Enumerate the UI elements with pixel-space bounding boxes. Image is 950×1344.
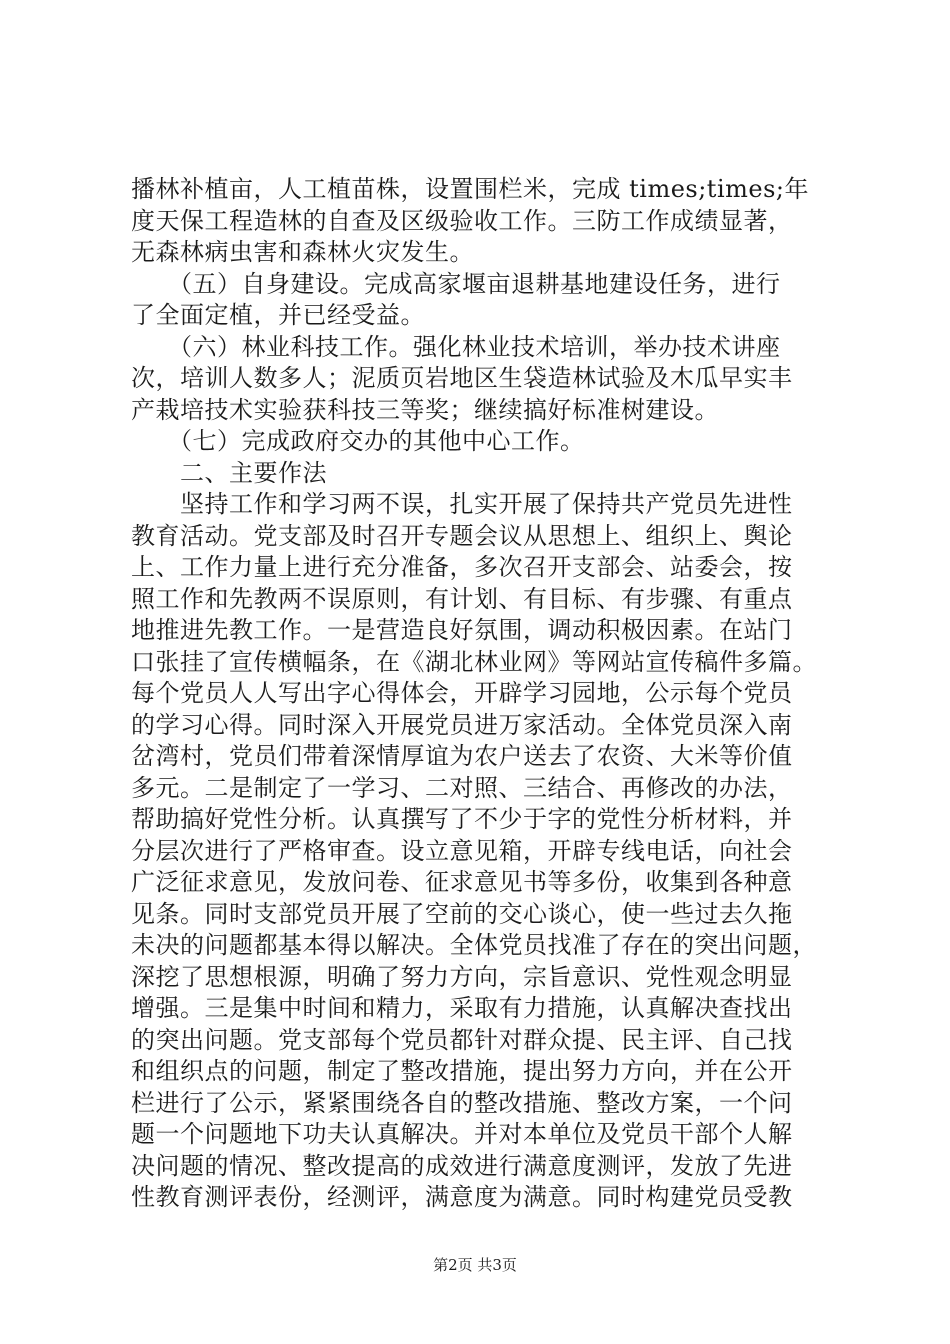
text-line: （七）完成政府交办的其他中心工作。 bbox=[131, 427, 585, 455]
text-line: 帮助搞好党性分析。认真撰写了不少于字的党性分析材料，并 bbox=[131, 805, 793, 833]
text-line: 题一个问题地下功夫认真解决。并对本单位及党员干部个人解 bbox=[131, 1120, 793, 1148]
text-line: 广泛征求意见，发放问卷、征求意见书等多份，收集到各种意 bbox=[131, 868, 793, 896]
text-line: 增强。三是集中时间和精力，采取有力措施，认真解决查找出 bbox=[131, 994, 793, 1022]
text-line: 的学习心得。同时深入开展党员进万家活动。全体党员深入南 bbox=[131, 710, 793, 739]
text-line: 岔湾村，党员们带着深情厚谊为农户送去了农资、大米等价值 bbox=[131, 742, 793, 770]
text-line: 决问题的情况、整改提高的成效进行满意度测评，发放了先进 bbox=[131, 1151, 793, 1180]
text-line: 坚持工作和学习两不误，扎实开展了保持共产党员先进性 bbox=[131, 490, 793, 518]
text-line: 地推进先教工作。一是营造良好氛围，调动积极因素。在站门 bbox=[131, 616, 793, 644]
text-line: 度天保工程造林的自查及区级验收工作。三防工作成绩显著， bbox=[131, 206, 793, 235]
text-line: 照工作和先教两不误原则，有计划、有目标、有步骤、有重点 bbox=[131, 584, 793, 613]
text-line: 次，培训人数多人；泥质页岩地区生袋造林试验及木瓜早实丰 bbox=[131, 364, 793, 392]
page-footer bbox=[0, 1255, 950, 1275]
body-text bbox=[131, 174, 861, 1214]
page-number: 第2页 共3页 bbox=[433, 1256, 517, 1274]
text-line: （五）自身建设。完成高家堰亩退耕基地建设任务，进行 bbox=[131, 269, 781, 298]
text-line: （六）林业科技工作。强化林业技术培训，举办技术讲座 bbox=[131, 332, 781, 361]
text-line: 二、主要作法 bbox=[131, 458, 327, 487]
text-line: 的突出问题。党支部每个党员都针对群众提、民主评、自己找 bbox=[131, 1025, 793, 1054]
text-line: 了全面定植，并已经受益。 bbox=[131, 301, 425, 329]
text-line: 多元。二是制定了一学习、二对照、三结合、再修改的办法， bbox=[131, 773, 793, 802]
text-line: 见条。同时支部党员开展了空前的交心谈心，使一些过去久拖 bbox=[131, 899, 793, 928]
text-line: 和组织点的问题，制定了整改措施，提出努力方向，并在公开 bbox=[131, 1057, 793, 1085]
text-line: 深挖了思想根源，明确了努力方向，宗旨意识、党性观念明显 bbox=[131, 962, 793, 991]
text-line: 播林补植亩，人工植苗株，设置围栏米，完成 times;times;年 bbox=[131, 175, 809, 203]
text-line: 每个党员人人写出字心得体会，开辟学习园地，公示每个党员 bbox=[131, 679, 793, 707]
text-line: 无森林病虫害和森林火灾发生。 bbox=[131, 238, 474, 266]
text-line: 口张挂了宣传横幅条，在《湖北林业网》等网站宣传稿件多篇。 bbox=[131, 647, 817, 676]
text-line: 未决的问题都基本得以解决。全体党员找准了存在的突出问题， bbox=[131, 931, 817, 959]
text-line: 栏进行了公示，紧紧围绕各自的整改措施、整改方案，一个问 bbox=[131, 1088, 793, 1117]
text-line: 分层次进行了严格审查。设立意见箱，开辟专线电话，向社会 bbox=[131, 836, 793, 865]
text-line: 教育活动。党支部及时召开专题会议从思想上、组织上、舆论 bbox=[131, 521, 793, 550]
text-line: 上、工作力量上进行充分准备，多次召开支部会、站委会，按 bbox=[131, 553, 793, 581]
text-line: 产栽培技术实验获科技三等奖；继续搞好标准树建设。 bbox=[131, 395, 719, 424]
text-line: 性教育测评表份，经测评，满意度为满意。同时构建党员受教 bbox=[131, 1183, 793, 1211]
